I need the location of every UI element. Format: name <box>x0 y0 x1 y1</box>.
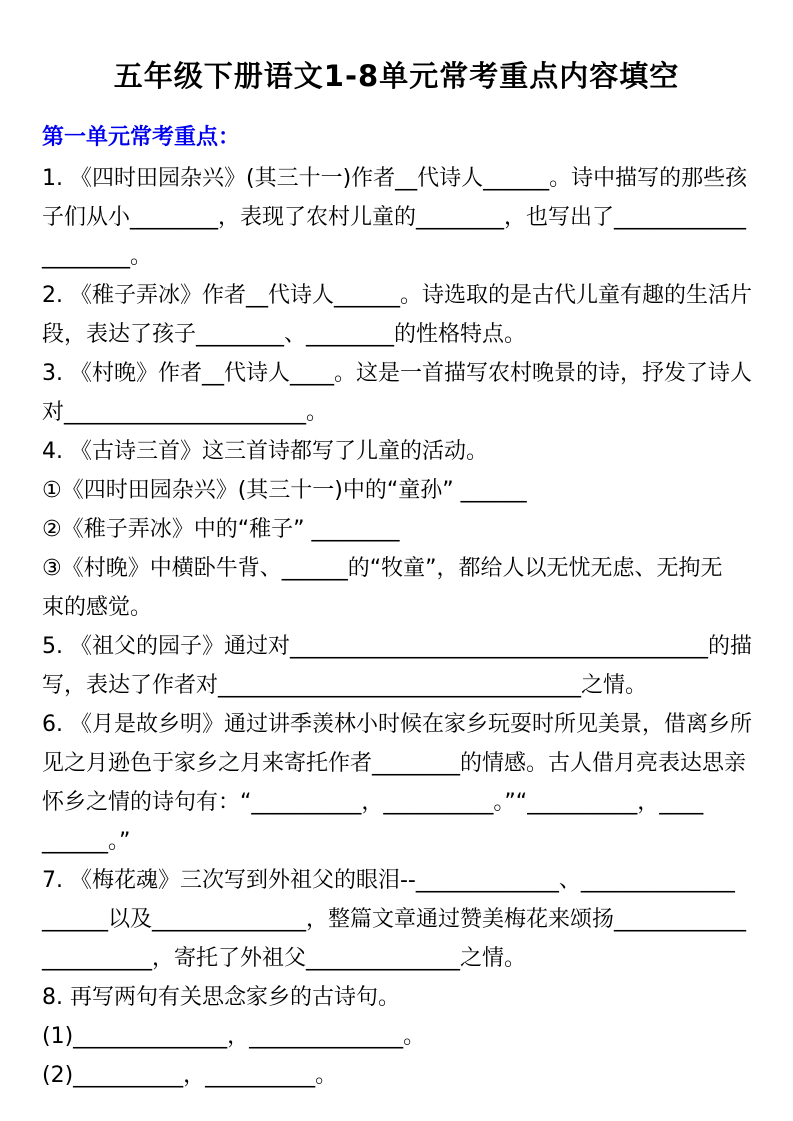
text-line: 对______________________。 <box>42 400 329 425</box>
text-line: 6. 《月是故乡明》通过讲季羡林小时候在家乡玩耍时所见美景，借离乡所 <box>42 712 752 737</box>
text-line: 2. 《稚子弄冰》作者__代诗人______。诗选取的是古代儿童有趣的生活片 <box>42 283 752 308</box>
text-line: 4. 《古诗三首》这三首诗都写了儿童的活动。 <box>42 439 488 464</box>
text-line: (1)______________，______________。 <box>42 1024 426 1049</box>
worksheet-item-4 <box>42 432 773 627</box>
text-line: __________，寄托了外祖父______________之情。 <box>42 946 527 971</box>
worksheet-item-2 <box>42 276 773 354</box>
text-line: 束的感觉。 <box>42 595 153 620</box>
text-line: 见之月逊色于家乡之月来寄托作者________的情感。古人借月亮表达思亲 <box>42 751 747 776</box>
worksheet-item-1 <box>42 159 773 276</box>
text-line: (2)__________，__________。 <box>42 1063 338 1088</box>
worksheet-content <box>42 159 773 1095</box>
text-line: ②《稚子弄冰》中的“稚子” ________ <box>42 517 400 542</box>
worksheet-item-5 <box>42 627 773 705</box>
worksheet-item-7 <box>42 861 773 978</box>
text-line: 1. 《四时田园杂兴》(其三十一)作者__代诗人______。诗中描写的那些孩 <box>42 166 748 191</box>
text-line: ①《四时田园杂兴》(其三十一)中的“童孙” ______ <box>42 478 527 503</box>
page-title: 五年级下册语文1-8单元常考重点内容填空 <box>113 59 680 93</box>
worksheet-item-3 <box>42 354 773 432</box>
text-line: 7. 《梅花魂》三次写到外祖父的眼泪--_____________、______________ <box>42 868 735 893</box>
text-line: ③《村晚》中横卧牛背、______的“牧童”，都给人以无忧无虑、无拘无 <box>42 556 723 581</box>
text-line: 子们从小________，表现了农村儿童的________，也写出了____________ <box>42 205 747 230</box>
section-heading: 第一单元常考重点： <box>42 125 241 150</box>
text-line: ________。 <box>42 244 153 269</box>
text-line: ______。” <box>42 829 131 854</box>
text-line: 段，表达了孩子________、________的性格特点。 <box>42 322 527 347</box>
worksheet-item-6 <box>42 705 773 861</box>
text-line: 3. 《村晚》作者__代诗人____。这是一首描写农村晚景的诗，抒发了诗人 <box>42 361 752 386</box>
text-line: 5. 《祖父的园子》通过对______________________________________的描 <box>42 634 752 659</box>
text-line: 8. 再写两句有关思念家乡的古诗句。 <box>42 985 400 1010</box>
text-line: ______以及______________，整篇文章通过赞美梅花来颂扬____________ <box>42 907 747 932</box>
text-line: 写，表达了作者对_________________________________之情。 <box>42 673 648 698</box>
text-line: 怀乡之情的诗句有：“__________，__________。”“__________，____ <box>42 790 704 815</box>
worksheet-item-8 <box>42 978 773 1095</box>
